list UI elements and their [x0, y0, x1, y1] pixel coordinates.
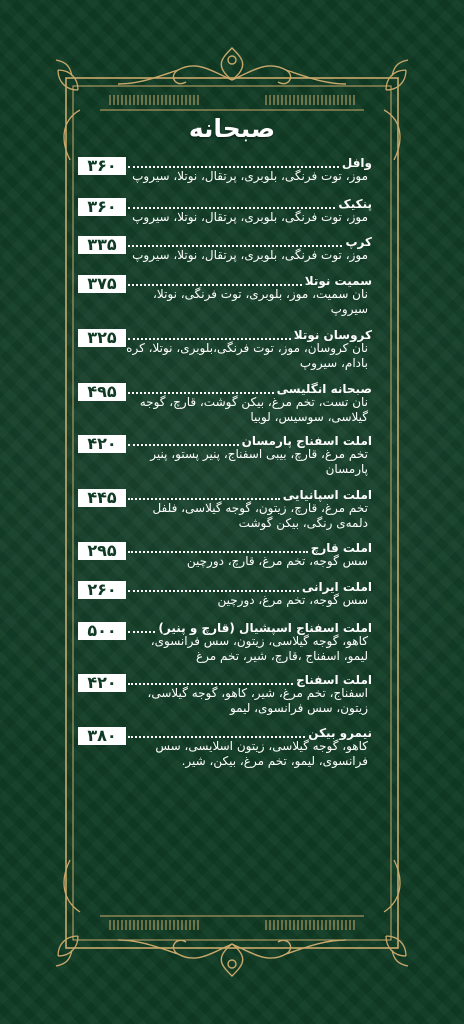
item-price: ۳۳۵: [78, 236, 126, 254]
item-price: ۴۴۵: [78, 489, 126, 507]
fringe-bottom: [110, 920, 354, 930]
item-description: نان تست، تخم مرغ، بیکن گوشت، قارچ، گوجه گیلاسی، سوسیس، لوبیا: [139, 395, 368, 424]
menu-title: صبحانه: [188, 114, 276, 143]
dot-leader: [128, 590, 299, 592]
item-name: املت ایرانی: [301, 580, 372, 594]
dot-leader: [128, 207, 335, 209]
item-price: ۲۹۵: [78, 542, 126, 560]
item-description: اسفناج، تخم مرغ، شیر، کاهو، گوجه گیلاسی، زیتون، سس فرانسوی، لیمو: [147, 686, 368, 715]
fringe-top: [110, 95, 354, 105]
dot-leader: [128, 338, 291, 340]
dot-leader: [128, 166, 339, 168]
item-description: موز، توت فرنگی، بلوبری، پرتقال، نوتلا، سیروپ: [132, 169, 368, 183]
item-description: موز، توت فرنگی، بلوبری، پرتقال، نوتلا، سیروپ: [132, 248, 368, 262]
item-name: املت اسفناج: [296, 673, 372, 687]
item-description: نان سمیت، موز، بلوبری، توت فرنگی، نوتلا، سیروپ: [153, 287, 368, 316]
item-name: املت قارچ: [310, 541, 372, 555]
dot-leader: [128, 683, 293, 685]
dot-leader: [128, 392, 274, 394]
item-description: تخم مرغ، قارچ، بیبی اسفناج، پنیر پستو، پنیر پارمسان: [150, 447, 368, 476]
item-name: سمیت نوتلا: [304, 274, 372, 288]
item-name: املت اسفناج پارمسان: [241, 434, 372, 448]
item-price: ۳۶۰: [78, 198, 126, 216]
dot-leader: [128, 736, 305, 738]
item-name: وافل: [341, 156, 372, 170]
item-price: ۲۶۰: [78, 581, 126, 599]
item-name: صبحانه انگلیسی: [276, 382, 372, 396]
item-name: املت اسفناج اسپشیال (قارچ و پنیر): [158, 621, 372, 635]
item-description: نان کروسان، موز، توت فرنگی،بلوبری، نوتلا، کره بادام، سیروپ: [126, 341, 368, 370]
item-price: ۴۲۰: [78, 435, 126, 453]
item-name: پنکیک: [338, 197, 372, 211]
item-price: ۴۲۰: [78, 674, 126, 692]
dot-leader: [128, 631, 155, 633]
item-name: املت اسپانیایی: [282, 488, 372, 502]
item-description: کاهو، گوجه گیلاسی، زیتون، سس فرانسوی، لیمو، اسفناج ،قارچ، شیر، تخم مرغ: [150, 634, 368, 663]
item-price: ۴۹۵: [78, 383, 126, 401]
item-name: کرپ: [345, 235, 372, 249]
dot-leader: [128, 284, 302, 286]
dot-leader: [128, 245, 342, 247]
dot-leader: [128, 498, 280, 500]
item-description: سس گوجه، تخم مرغ، دورچین: [217, 593, 368, 607]
dot-leader: [128, 551, 308, 553]
bottom-ornament: [118, 940, 346, 976]
item-price: ۳۶۰: [78, 157, 126, 175]
item-name: نیمرو بیکن: [308, 726, 372, 740]
item-description: موز، توت فرنگی، بلوبری، پرتقال، نوتلا، سیروپ: [132, 210, 368, 224]
item-price: ۳۲۵: [78, 329, 126, 347]
item-description: کاهو، گوجه گیلاسی، زیتون اسلایسی، سس فرانسوی، لیمو، تخم مرغ، بیکن، شیر.: [155, 739, 368, 768]
item-price: ۳۷۵: [78, 275, 126, 293]
item-description: سس گوجه، تخم مرغ، قارچ، دورچین: [186, 554, 368, 568]
dot-leader: [128, 444, 239, 446]
item-description: تخم مرغ، قارچ، زیتون، گوجه گیلاسی، فلفل دلمه‌ی رنگی، بیکن گوشت: [152, 501, 368, 530]
item-name: کروسان نوتلا: [293, 328, 372, 342]
item-price: ۳۸۰: [78, 727, 126, 745]
item-price: ۵۰۰: [78, 622, 126, 640]
